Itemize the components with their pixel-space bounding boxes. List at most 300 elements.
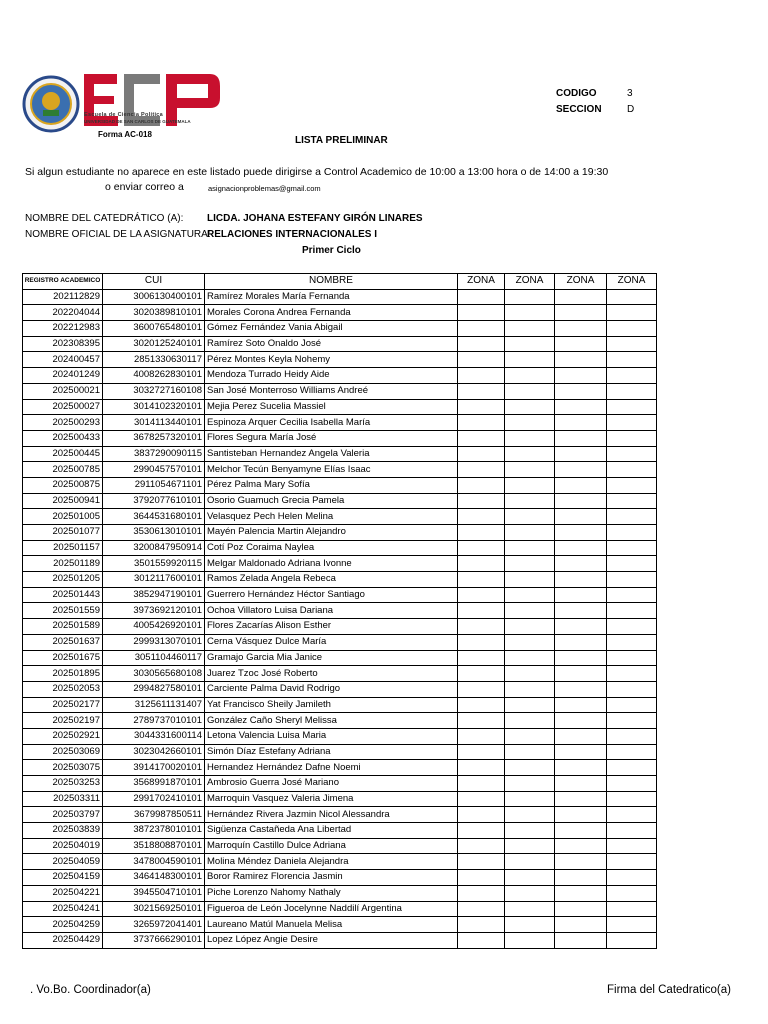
cell-cui: 3568991870101	[103, 776, 205, 792]
cell-registro: 202204044	[23, 305, 103, 321]
cell-nombre: Gómez Fernández Vania Abigail	[205, 321, 458, 337]
cell-zona	[607, 509, 657, 525]
cell-registro: 202401249	[23, 368, 103, 384]
table-row	[23, 791, 657, 807]
table-row	[23, 321, 657, 337]
cell-zona	[505, 807, 555, 823]
cell-zona	[555, 603, 607, 619]
cell-cui: 3737666290101	[103, 932, 205, 948]
cell-zona	[607, 462, 657, 478]
cell-zona	[607, 807, 657, 823]
column-header-zona: ZONA	[458, 274, 505, 290]
cell-registro: 202501077	[23, 525, 103, 541]
column-header-nombre: NOMBRE	[205, 274, 458, 290]
table-row	[23, 650, 657, 666]
table-row	[23, 383, 657, 399]
cell-zona	[458, 697, 505, 713]
cell-cui: 3600765480101	[103, 321, 205, 337]
cell-zona	[555, 838, 607, 854]
cell-zona	[458, 870, 505, 886]
teacher-label: NOMBRE DEL CATEDRÁTICO (A):	[25, 213, 184, 224]
cell-zona	[555, 619, 607, 635]
cell-cui: 2990457570101	[103, 462, 205, 478]
cell-zona	[458, 681, 505, 697]
cell-zona	[607, 619, 657, 635]
cell-registro: 202503311	[23, 791, 103, 807]
cell-registro: 202501589	[23, 619, 103, 635]
table-row	[23, 289, 657, 305]
column-header-zona: ZONA	[607, 274, 657, 290]
cell-registro: 202503075	[23, 760, 103, 776]
cell-cui: 3006130400101	[103, 289, 205, 305]
cell-nombre: Morales Corona Andrea Fernanda	[205, 305, 458, 321]
cell-zona	[458, 415, 505, 431]
cell-nombre: Ramos Zelada Angela Rebeca	[205, 572, 458, 588]
cell-zona	[607, 383, 657, 399]
cell-zona	[607, 791, 657, 807]
table-row	[23, 446, 657, 462]
cycle-label: Primer Ciclo	[302, 245, 361, 256]
cell-zona	[555, 634, 607, 650]
cell-nombre: Osorio Guamuch Grecia Pamela	[205, 493, 458, 509]
table-row	[23, 838, 657, 854]
cell-zona	[555, 556, 607, 572]
cell-zona	[555, 587, 607, 603]
table-row	[23, 666, 657, 682]
notice-line-2: o enviar correo a	[105, 181, 184, 193]
column-header-zona: ZONA	[555, 274, 607, 290]
cell-cui: 3021569250101	[103, 901, 205, 917]
cell-cui: 3678257320101	[103, 430, 205, 446]
cell-zona	[505, 525, 555, 541]
cell-zona	[607, 587, 657, 603]
cell-nombre: Cotí Poz Coraima Naylea	[205, 540, 458, 556]
cell-zona	[505, 383, 555, 399]
cell-zona	[555, 791, 607, 807]
cell-zona	[458, 603, 505, 619]
cell-registro: 202500027	[23, 399, 103, 415]
cell-registro: 202503797	[23, 807, 103, 823]
cell-nombre: Melgar Maldonado Adriana Ivonne	[205, 556, 458, 572]
cell-registro: 202400457	[23, 352, 103, 368]
cell-nombre: Ochoa Villatoro Luisa Dariana	[205, 603, 458, 619]
cell-cui: 2911054671101	[103, 477, 205, 493]
cell-registro: 202501205	[23, 572, 103, 588]
cell-nombre: Ramírez Morales María Fernanda	[205, 289, 458, 305]
cell-registro: 202502197	[23, 713, 103, 729]
cell-zona	[458, 525, 505, 541]
cell-cui: 3478004590101	[103, 854, 205, 870]
cell-zona	[607, 744, 657, 760]
cell-zona	[505, 681, 555, 697]
teacher-signature-label: Firma del Catedratico(a)	[607, 984, 731, 996]
cell-registro: 202504019	[23, 838, 103, 854]
cell-nombre: Pérez Palma Mary Sofía	[205, 477, 458, 493]
table-row	[23, 697, 657, 713]
cell-nombre: Flores Zacarías Alison Esther	[205, 619, 458, 635]
cell-zona	[505, 619, 555, 635]
cell-zona	[458, 650, 505, 666]
cell-cui: 3020389810101	[103, 305, 205, 321]
cell-zona	[607, 493, 657, 509]
table-header-row	[23, 274, 657, 290]
cell-zona	[505, 321, 555, 337]
cell-nombre: Flores Segura María José	[205, 430, 458, 446]
cell-nombre: Pérez Montes Keyla Nohemy	[205, 352, 458, 368]
cell-zona	[458, 430, 505, 446]
table-row	[23, 885, 657, 901]
cell-zona	[505, 430, 555, 446]
cell-zona	[505, 901, 555, 917]
cell-zona	[555, 336, 607, 352]
cell-nombre: Marroquin Vasquez Valeria Jimena	[205, 791, 458, 807]
cell-registro: 202501559	[23, 603, 103, 619]
cell-registro: 202504059	[23, 854, 103, 870]
cell-zona	[555, 666, 607, 682]
cell-nombre: Espinoza Arquer Cecilia Isabella María	[205, 415, 458, 431]
cell-zona	[555, 477, 607, 493]
cell-registro: 202501157	[23, 540, 103, 556]
cell-zona	[505, 477, 555, 493]
cell-nombre: Boror Ramirez Florencia Jasmin	[205, 870, 458, 886]
cell-zona	[458, 446, 505, 462]
cell-zona	[607, 634, 657, 650]
cell-cui: 3125611131407	[103, 697, 205, 713]
cell-cui: 3837290090115	[103, 446, 205, 462]
cell-cui: 3464148300101	[103, 870, 205, 886]
cell-zona	[607, 776, 657, 792]
table-row	[23, 619, 657, 635]
cell-zona	[458, 838, 505, 854]
cell-zona	[505, 289, 555, 305]
cell-zona	[555, 807, 607, 823]
cell-zona	[458, 493, 505, 509]
cell-zona	[458, 728, 505, 744]
table-row	[23, 744, 657, 760]
cell-zona	[555, 760, 607, 776]
cell-zona	[458, 352, 505, 368]
table-row	[23, 776, 657, 792]
logo-subtitle-2: UNIVERSIDAD DE SAN CARLOS DE GUATEMALA	[84, 119, 191, 124]
cell-zona	[458, 634, 505, 650]
cell-zona	[607, 870, 657, 886]
cell-zona	[458, 336, 505, 352]
cell-zona	[607, 838, 657, 854]
page-title: LISTA PRELIMINAR	[295, 135, 388, 146]
cell-cui: 3872378010101	[103, 823, 205, 839]
cell-registro: 202500785	[23, 462, 103, 478]
cell-zona	[555, 415, 607, 431]
cell-nombre: Melchor Tecún Benyamyne Elías Isaac	[205, 462, 458, 478]
cell-nombre: Cerna Vásquez Dulce María	[205, 634, 458, 650]
cell-registro: 202500941	[23, 493, 103, 509]
cell-registro: 202502921	[23, 728, 103, 744]
cell-registro: 202501189	[23, 556, 103, 572]
cell-zona	[607, 697, 657, 713]
cell-zona	[458, 666, 505, 682]
cell-zona	[555, 885, 607, 901]
cell-nombre: González Caño Sheryl Melissa	[205, 713, 458, 729]
cell-zona	[458, 368, 505, 384]
cell-zona	[607, 760, 657, 776]
table-row	[23, 917, 657, 933]
cell-zona	[458, 540, 505, 556]
table-row	[23, 870, 657, 886]
cell-zona	[458, 462, 505, 478]
cell-cui: 3265972041401	[103, 917, 205, 933]
cell-registro: 202502177	[23, 697, 103, 713]
cell-registro: 202501895	[23, 666, 103, 682]
table-row	[23, 525, 657, 541]
cell-registro: 202500293	[23, 415, 103, 431]
cell-zona	[555, 697, 607, 713]
cell-cui: 4008262830101	[103, 368, 205, 384]
cell-zona	[505, 572, 555, 588]
cell-cui: 2999313070101	[103, 634, 205, 650]
column-header-registro: REGISTRO ACADEMICO	[23, 274, 103, 290]
cell-zona	[555, 509, 607, 525]
table-row	[23, 807, 657, 823]
cell-zona	[607, 885, 657, 901]
cell-zona	[505, 666, 555, 682]
cell-zona	[607, 368, 657, 384]
cell-zona	[458, 744, 505, 760]
cell-nombre: Gramajo Garcia Mia Janice	[205, 650, 458, 666]
cell-cui: 2991702410101	[103, 791, 205, 807]
cell-registro: 202504221	[23, 885, 103, 901]
cell-nombre: Lopez López Angie Desire	[205, 932, 458, 948]
cell-registro: 202500875	[23, 477, 103, 493]
cell-zona	[555, 289, 607, 305]
cell-nombre: Simón Díaz Estefany Adriana	[205, 744, 458, 760]
cell-zona	[607, 446, 657, 462]
cell-zona	[555, 321, 607, 337]
table-row	[23, 572, 657, 588]
cell-zona	[505, 823, 555, 839]
cell-zona	[607, 650, 657, 666]
cell-zona	[458, 321, 505, 337]
cell-zona	[458, 713, 505, 729]
cell-cui: 3200847950914	[103, 540, 205, 556]
cell-zona	[607, 681, 657, 697]
cell-zona	[555, 744, 607, 760]
cell-nombre: Juarez Tzoc José Roberto	[205, 666, 458, 682]
cell-zona	[505, 415, 555, 431]
cell-zona	[555, 446, 607, 462]
cell-nombre: Molina Méndez Daniela Alejandra	[205, 854, 458, 870]
cell-zona	[458, 289, 505, 305]
cell-zona	[458, 776, 505, 792]
cell-zona	[555, 917, 607, 933]
cell-zona	[458, 901, 505, 917]
cell-zona	[458, 807, 505, 823]
cell-zona	[505, 885, 555, 901]
cell-nombre: Laureano Matúl Manuela Melisa	[205, 917, 458, 933]
cell-nombre: Guerrero Hernández Héctor Santiago	[205, 587, 458, 603]
contact-email[interactable]: asignacionproblemas@gmail.com	[208, 184, 321, 193]
cell-zona	[505, 932, 555, 948]
cell-zona	[607, 540, 657, 556]
cell-zona	[505, 462, 555, 478]
cell-cui: 2851330630117	[103, 352, 205, 368]
cell-zona	[458, 917, 505, 933]
cell-zona	[505, 446, 555, 462]
cell-registro: 202504429	[23, 932, 103, 948]
cell-zona	[505, 776, 555, 792]
table-row	[23, 352, 657, 368]
cell-registro: 202501637	[23, 634, 103, 650]
cell-nombre: Hernandez Hernández Dafne Noemi	[205, 760, 458, 776]
cell-cui: 3501559920115	[103, 556, 205, 572]
table-row	[23, 493, 657, 509]
cell-zona	[607, 556, 657, 572]
cell-zona	[505, 728, 555, 744]
cell-cui: 3023042660101	[103, 744, 205, 760]
cell-cui: 3518808870101	[103, 838, 205, 854]
cell-zona	[505, 791, 555, 807]
cell-zona	[505, 917, 555, 933]
cell-cui: 3051104460117	[103, 650, 205, 666]
cell-zona	[555, 901, 607, 917]
cell-zona	[555, 399, 607, 415]
table-row	[23, 430, 657, 446]
cell-cui: 3014102320101	[103, 399, 205, 415]
cell-zona	[505, 493, 555, 509]
cell-registro: 202501675	[23, 650, 103, 666]
cell-zona	[555, 823, 607, 839]
cell-zona	[505, 509, 555, 525]
cell-zona	[458, 305, 505, 321]
cell-zona	[505, 854, 555, 870]
column-header-zona: ZONA	[505, 274, 555, 290]
cell-cui: 3044331600114	[103, 728, 205, 744]
cell-cui: 3012117600101	[103, 572, 205, 588]
cell-zona	[607, 415, 657, 431]
cell-nombre: Sigüenza Castañeda Ana Libertad	[205, 823, 458, 839]
column-header-cui: CUI	[103, 274, 205, 290]
cell-zona	[458, 477, 505, 493]
table-row	[23, 681, 657, 697]
seccion-label: SECCION	[556, 104, 602, 115]
cell-zona	[555, 728, 607, 744]
codigo-value: 3	[627, 88, 633, 99]
table-row	[23, 713, 657, 729]
cell-zona	[607, 603, 657, 619]
cell-zona	[458, 587, 505, 603]
cell-nombre: Velasquez Pech Helen Melina	[205, 509, 458, 525]
cell-zona	[607, 932, 657, 948]
cell-zona	[555, 870, 607, 886]
cell-zona	[555, 525, 607, 541]
cell-zona	[555, 932, 607, 948]
cell-zona	[555, 854, 607, 870]
cell-cui: 3679987850511	[103, 807, 205, 823]
cell-zona	[505, 336, 555, 352]
cell-zona	[607, 305, 657, 321]
cell-nombre: Ramírez Soto Onaldo José	[205, 336, 458, 352]
cell-cui: 3014113440101	[103, 415, 205, 431]
cell-zona	[458, 760, 505, 776]
table-row	[23, 556, 657, 572]
cell-registro: 202501443	[23, 587, 103, 603]
cell-zona	[458, 556, 505, 572]
cell-zona	[555, 776, 607, 792]
cell-registro: 202212983	[23, 321, 103, 337]
table-row	[23, 854, 657, 870]
seccion-value: D	[627, 104, 635, 115]
cell-zona	[555, 713, 607, 729]
cell-nombre: San José Monterroso Williams Andreé	[205, 383, 458, 399]
cell-zona	[505, 697, 555, 713]
cell-nombre: Mejia Perez Sucelia Massiel	[205, 399, 458, 415]
cell-zona	[458, 932, 505, 948]
cell-zona	[607, 901, 657, 917]
cell-cui: 3914170020101	[103, 760, 205, 776]
table-row	[23, 901, 657, 917]
cell-zona	[607, 572, 657, 588]
cell-cui: 3020125240101	[103, 336, 205, 352]
cell-zona	[505, 399, 555, 415]
cell-zona	[505, 305, 555, 321]
cell-nombre: Carciente Palma David Rodrigo	[205, 681, 458, 697]
cell-nombre: Figueroa de León Jocelynne Naddilí Argentina	[205, 901, 458, 917]
cell-zona	[607, 321, 657, 337]
cell-zona	[555, 352, 607, 368]
cell-cui: 3792077610101	[103, 493, 205, 509]
cell-zona	[458, 854, 505, 870]
cell-zona	[607, 336, 657, 352]
cell-nombre: Mendoza Turrado Heidy Aide	[205, 368, 458, 384]
cell-registro: 202500021	[23, 383, 103, 399]
cell-registro: 202501005	[23, 509, 103, 525]
cell-zona	[607, 823, 657, 839]
cell-zona	[607, 854, 657, 870]
cell-zona	[458, 885, 505, 901]
table-row	[23, 603, 657, 619]
table-row	[23, 587, 657, 603]
cell-nombre: Santisteban Hernandez Angela Valeria	[205, 446, 458, 462]
cell-zona	[555, 572, 607, 588]
cell-zona	[555, 368, 607, 384]
cell-zona	[555, 540, 607, 556]
notice-line-1: Si algun estudiante no aparece en este listado puede dirigirse a Control Academico de 10:00 a 13:00 hora o de 14:00 a 19:30	[25, 166, 609, 178]
cell-cui: 4005426920101	[103, 619, 205, 635]
cell-zona	[458, 823, 505, 839]
table-row	[23, 509, 657, 525]
logo-subtitle-1: Escuela de Ciencia Política	[84, 112, 164, 118]
subject-label: NOMBRE OFICIAL DE LA ASIGNATURA:	[25, 229, 211, 240]
cell-zona	[505, 760, 555, 776]
cell-registro: 202504241	[23, 901, 103, 917]
cell-registro: 202503253	[23, 776, 103, 792]
form-code: Forma AC-018	[98, 130, 152, 139]
cell-zona	[505, 540, 555, 556]
table-row	[23, 634, 657, 650]
cell-zona	[555, 681, 607, 697]
table-row	[23, 728, 657, 744]
cell-zona	[458, 399, 505, 415]
table-row	[23, 823, 657, 839]
cell-nombre: Letona Valencia Luisa Maria	[205, 728, 458, 744]
table-row	[23, 368, 657, 384]
cell-zona	[505, 368, 555, 384]
table-row	[23, 760, 657, 776]
cell-nombre: Hernández Rivera Jazmin Nicol Alessandra	[205, 807, 458, 823]
cell-zona	[458, 791, 505, 807]
cell-cui: 3973692120101	[103, 603, 205, 619]
cell-zona	[505, 352, 555, 368]
table-row	[23, 336, 657, 352]
